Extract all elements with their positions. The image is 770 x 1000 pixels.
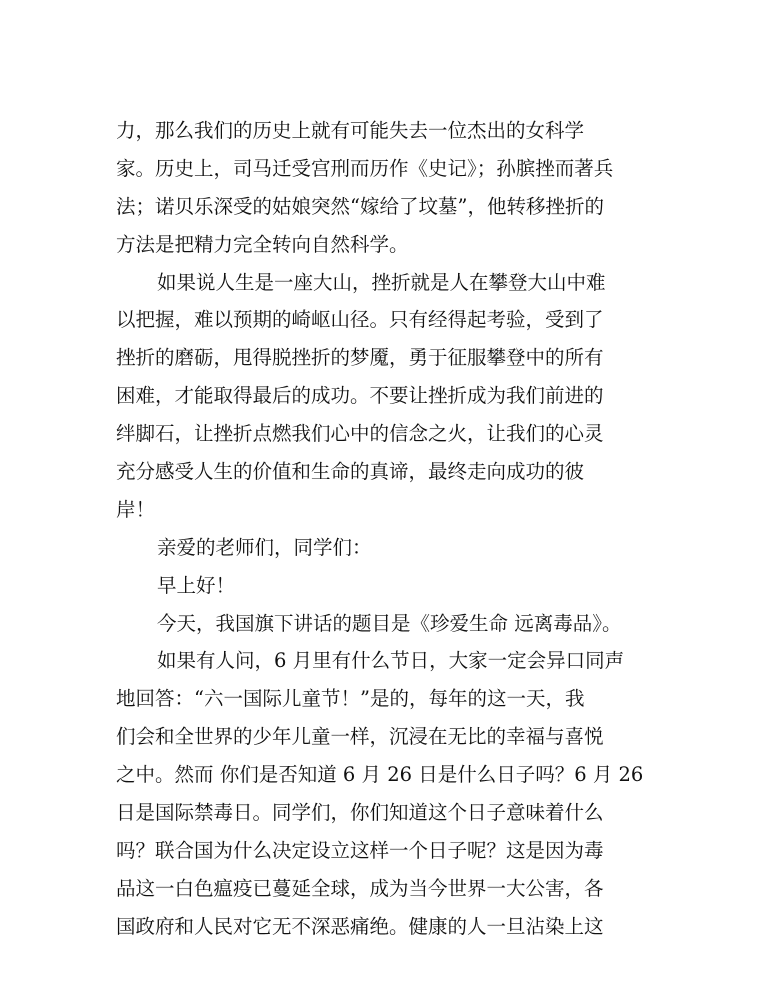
text-line: 吗？联合国为什么决定设立这样一个日子呢？这是因为毒 [116,838,604,862]
text-line: 充分感受人生的价值和生命的真谛，最终走向成功的彼 [116,460,585,484]
text-line: 们会和全世界的少年儿童一样，沉浸在无比的幸福与喜悦 [116,725,604,749]
text-line: 力，那么我们的历史上就有可能失去一位杰出的女科学 [116,119,585,142]
greeting-line: 早上好！ [157,573,236,597]
salutation-line: 亲爱的老师们，同学们： [157,535,372,559]
paragraph-start-line: 如果说人生是一座大山，挫折就是人在攀登大山中难 [157,270,606,294]
text-line: 之中。然而 你们是否知道 6 月 26 日是什么日子吗？6 月 26 [116,763,644,787]
text-line: 国政府和人民对它无不深恶痛绝。健康的人一旦沾染上这 [116,914,604,938]
paragraph-start-line: 如果有人问，6 月里有什么节日，大家一定会异口同声 [157,649,625,673]
text-line: 绊脚石，让挫折点燃我们心中的信念之火，让我们的心灵 [116,422,604,446]
text-line: 日是国际禁毒日。同学们，你们知道这个日子意味着什么 [116,801,604,825]
text-line: 困难，才能取得最后的成功。不要让挫折成为我们前进的 [116,384,604,408]
text-line: 方法是把精力完全转向自然科学。 [116,232,409,256]
text-line: 岸！ [116,497,156,521]
text-line: 地回答：“六一国际儿童节！”是的，每年的这一天，我 [116,687,585,711]
speech-title-line: 今天，我国旗下讲话的题目是《珍爱生命 远离毒品》。 [157,611,622,635]
text-line: 以把握，难以预期的崎岖山径。只有经得起考验，受到了 [116,308,604,332]
text-line: 挫折的磨砺，甩得脱挫折的梦魇，勇于征服攀登中的所有 [116,346,604,370]
document-body [116,112,656,946]
text-line: 法；诺贝乐深受的姑娘突然“嫁给了坟墓”，他转移挫折的 [116,194,604,218]
text-line: 家。历史上，司马迁受宫刑而历作《史记》；孙膑挫而著兵 [116,156,614,180]
text-line: 品这一白色瘟疫已蔓延全球，成为当今世界一大公害，各 [116,876,604,900]
